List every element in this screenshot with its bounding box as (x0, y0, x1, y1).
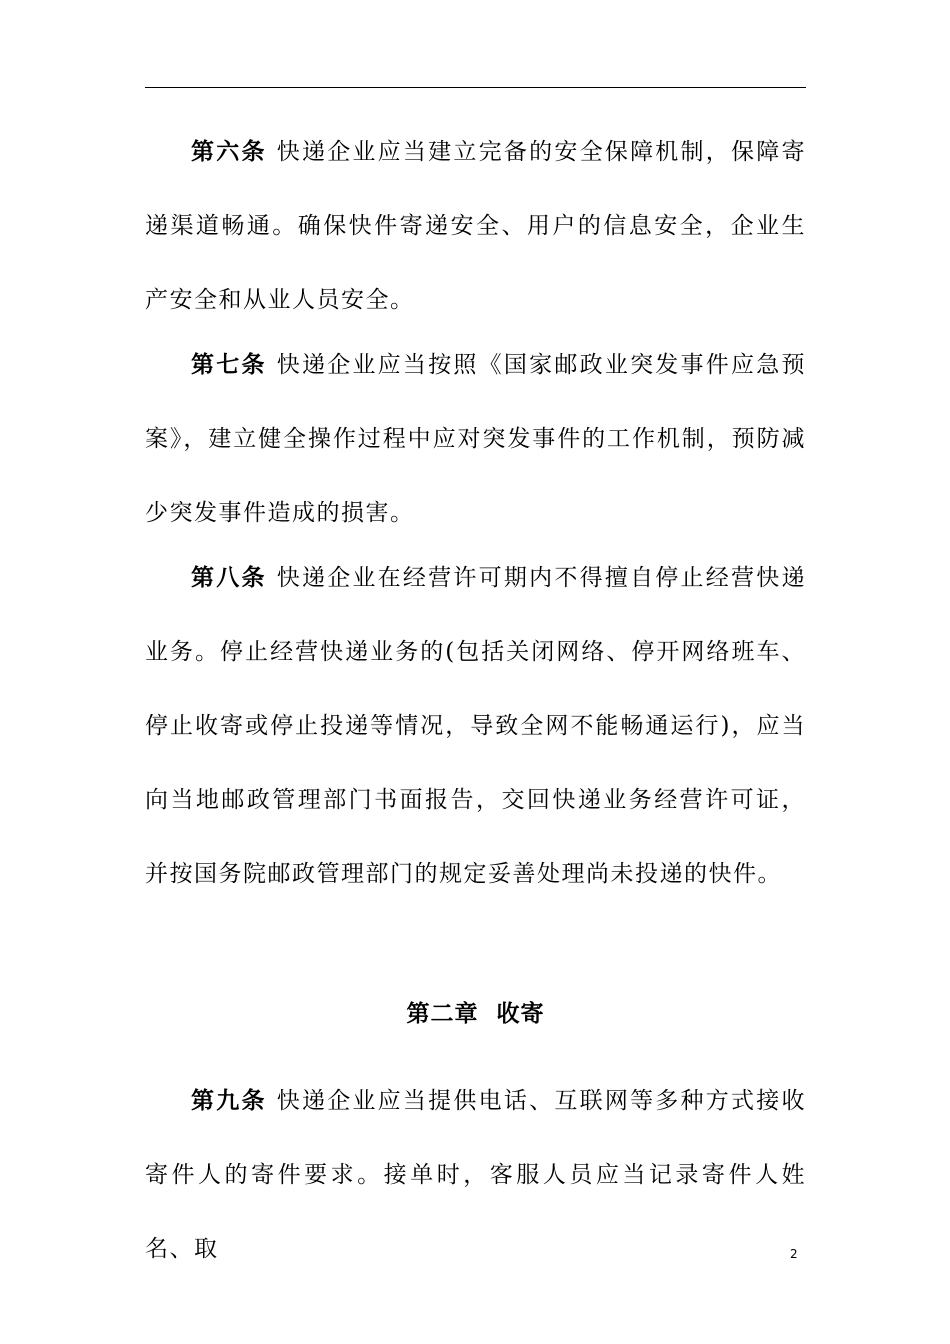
page-number: 2 (790, 1247, 798, 1261)
article-9-heading: 第九条 (191, 1087, 267, 1114)
article-9 (145, 1064, 806, 1286)
article-8-text: 快递企业在经营许可期内不得擅自停止经营快递业务。停止经营快递业务的(包括关闭网络、停开网络班车、停止收寄或停止投递等情况，导致全网不能畅通运行)，应当向当地邮政管理部门书面报告，交回快递业务经营许可证，并按国务院邮政管理部门的规定妥善处理尚未投递的快件。 (145, 565, 807, 887)
article-8 (145, 541, 806, 911)
article-6 (145, 115, 806, 337)
article-6-heading: 第六条 (191, 138, 267, 165)
article-7 (145, 328, 806, 550)
header-rule (145, 87, 806, 88)
article-9-text: 快递企业应当提供电话、互联网等多种方式接收寄件人的寄件要求。接单时，客服人员应当记录寄件人姓名、取 (145, 1088, 807, 1262)
article-6-text: 快递企业应当建立完备的安全保障机制，保障寄递渠道畅通。确保快件寄递安全、用户的信息安全，企业生产安全和从业人员安全。 (145, 139, 807, 313)
chapter-title: 第二章 收寄 (406, 1000, 545, 1027)
article-7-text: 快递企业应当按照《国家邮政业突发事件应急预案》，建立健全操作过程中应对突发事件的工作机制，预防减少突发事件造成的损害。 (145, 352, 807, 526)
article-7-heading: 第七条 (191, 351, 267, 378)
article-8-heading: 第八条 (191, 564, 267, 591)
